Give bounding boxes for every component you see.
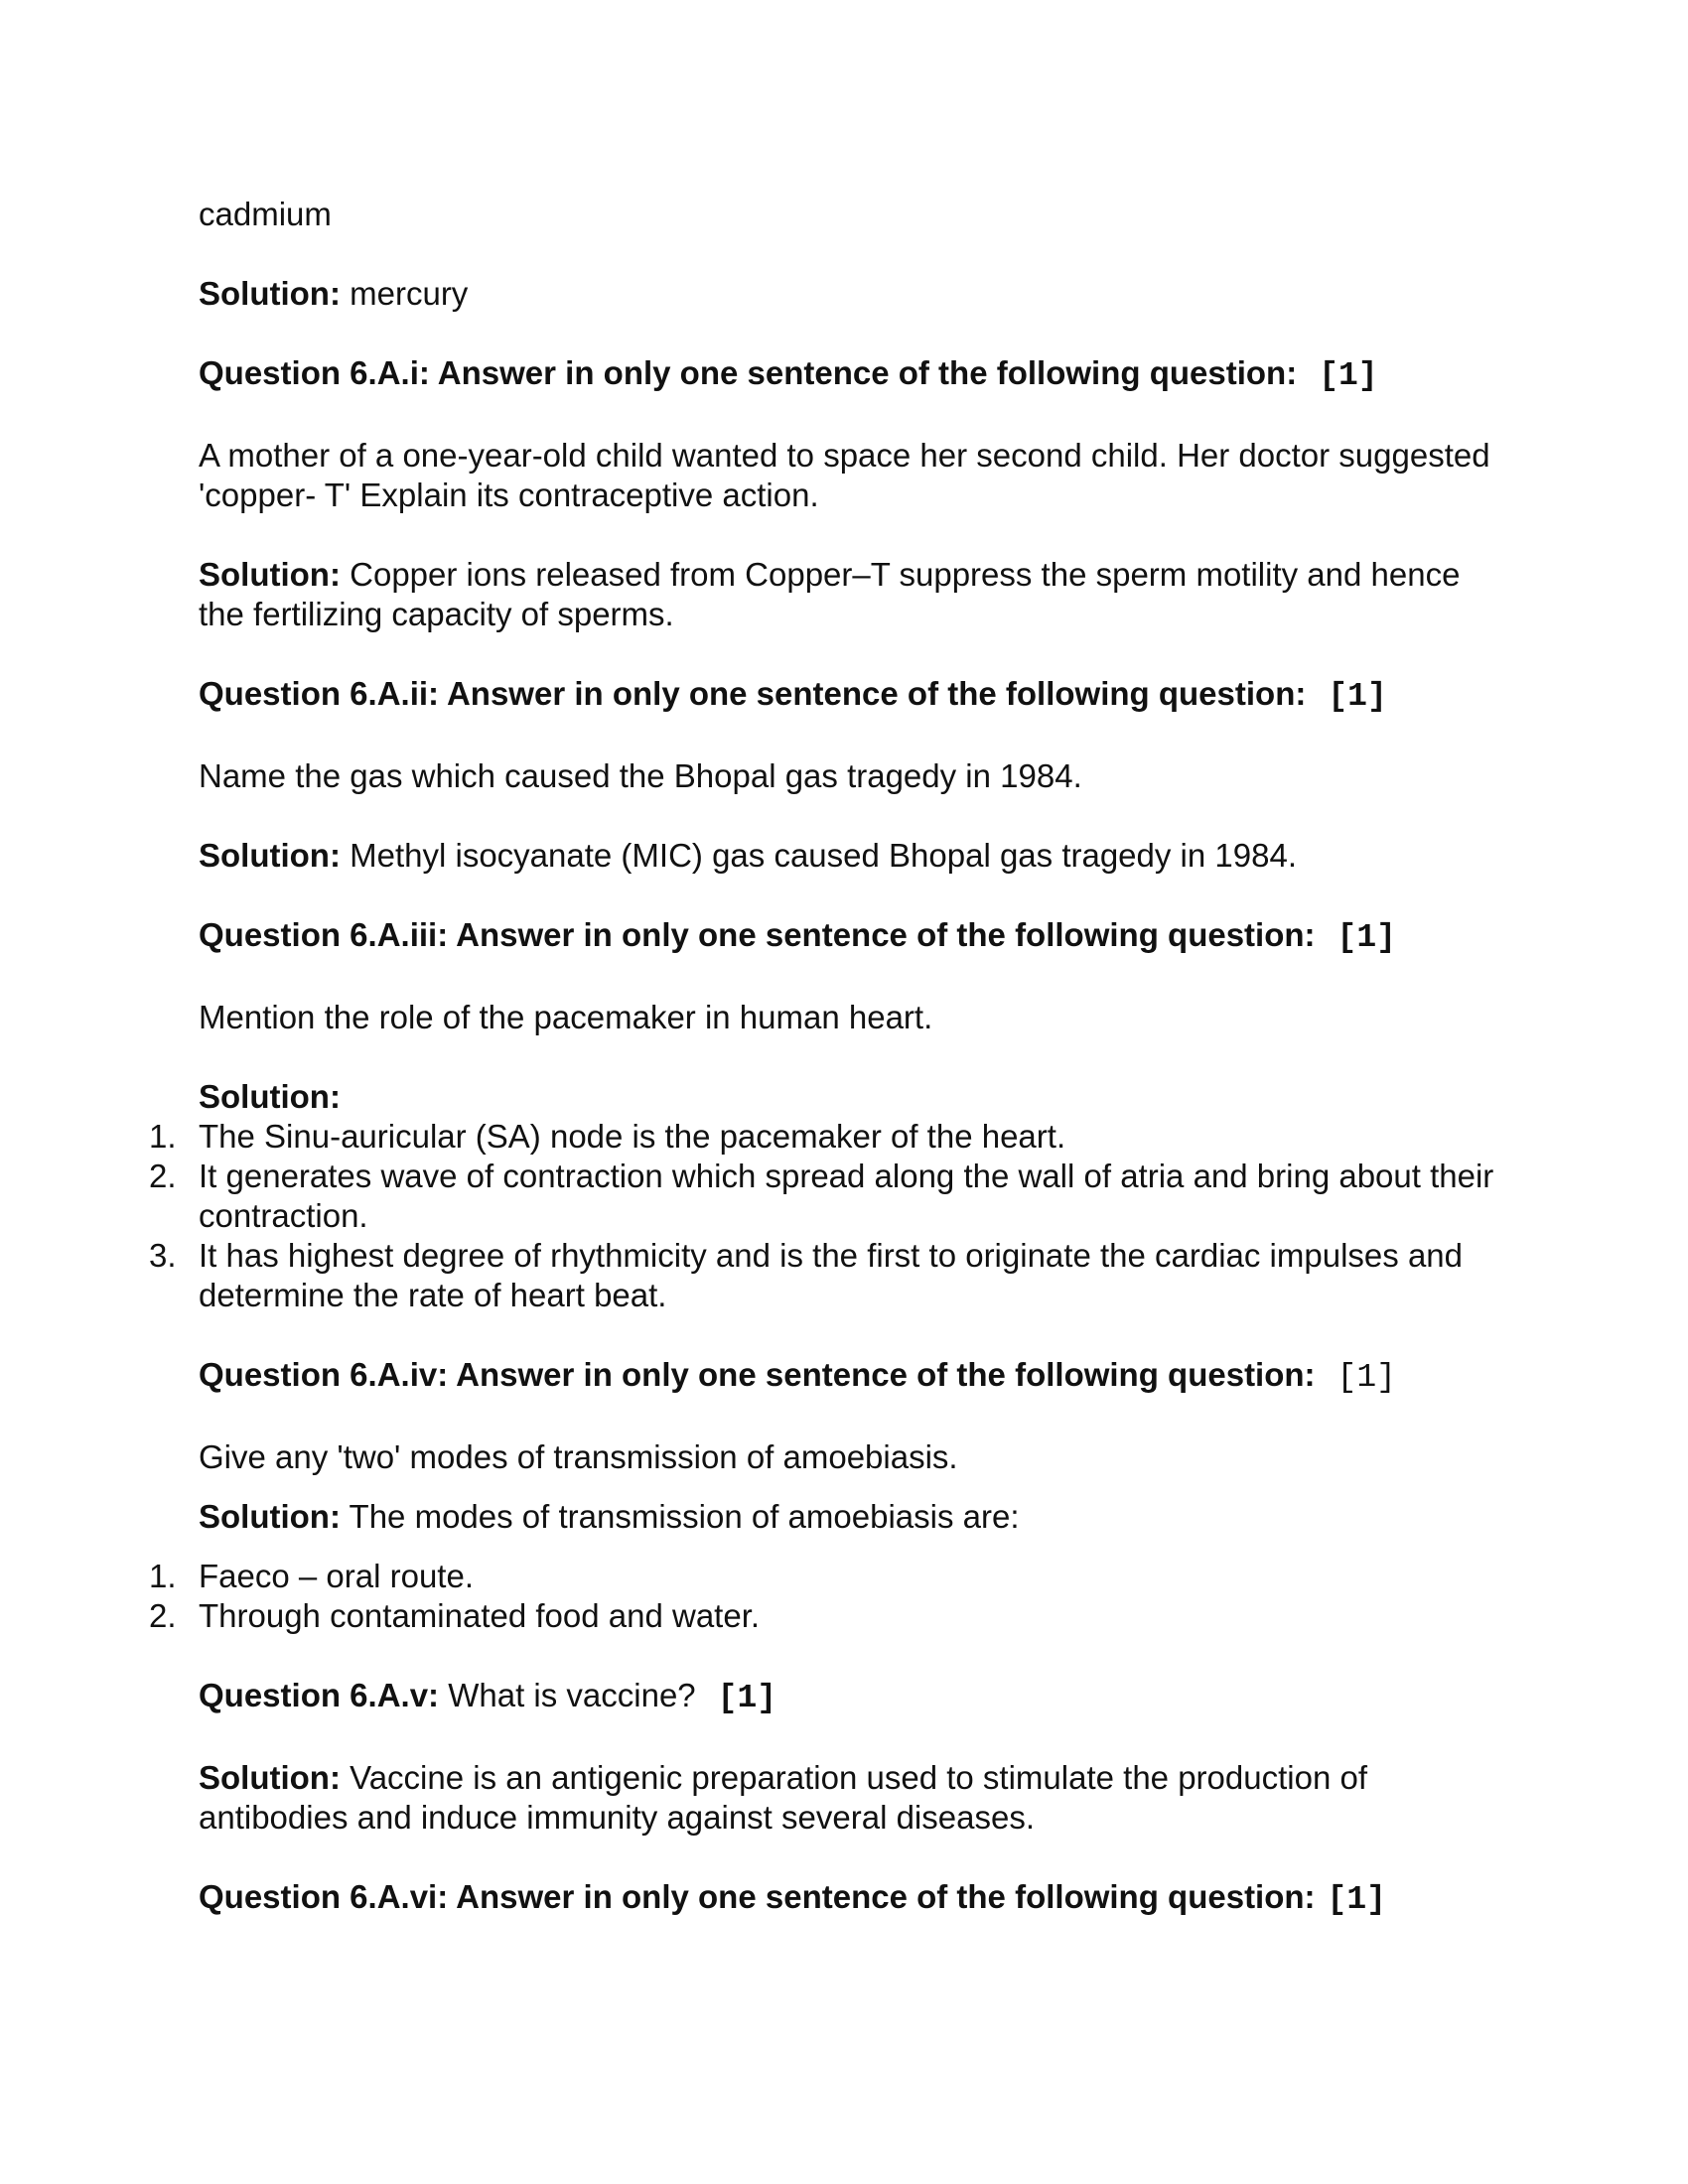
solution-6ai bbox=[199, 555, 1509, 634]
list-text: Through contaminated food and water. bbox=[199, 1597, 761, 1634]
option-text: cadmium bbox=[199, 196, 332, 232]
marks-badge: [1] bbox=[1328, 678, 1387, 715]
list-number: 1. bbox=[149, 1558, 177, 1594]
list-text: It generates wave of contraction which spread along the wall of atria and bring about their contraction. bbox=[199, 1158, 1494, 1234]
marks-badge: [1] bbox=[1336, 919, 1396, 956]
solution-6aiv bbox=[199, 1497, 1509, 1537]
question-label: Question 6.A.iii: Answer in only one sentence of the following question: bbox=[199, 916, 1316, 953]
list-number: 1. bbox=[149, 1118, 177, 1155]
question-text-6ai: A mother of a one-year-old child wanted to space her second child. Her doctor suggested 'copper- T' Explain its contraceptive action. bbox=[199, 437, 1490, 513]
solution-text: Copper ions released from Copper–T suppress the sperm motility and hence the fertilizing capacity of sperms. bbox=[199, 556, 1461, 632]
question-label: Question 6.A.vi: Answer in only one sentence of the following question: bbox=[199, 1878, 1316, 1915]
list-item bbox=[149, 1157, 1509, 1236]
marks-badge: [1] bbox=[1319, 357, 1378, 394]
question-heading-6aii bbox=[199, 674, 1509, 717]
question-label: Question 6.A.iv: Answer in only one sentence of the following question: bbox=[199, 1356, 1316, 1393]
list-number: 2. bbox=[149, 1158, 177, 1194]
list-item bbox=[149, 1557, 1509, 1596]
solution-text: Methyl isocyanate (MIC) gas caused Bhopal gas tragedy in 1984. bbox=[340, 837, 1297, 874]
solution-text: mercury bbox=[340, 275, 469, 312]
solution-label: Solution: bbox=[199, 1759, 341, 1796]
list-item bbox=[149, 1236, 1509, 1315]
solution-6aii bbox=[199, 836, 1509, 876]
list-item bbox=[149, 1117, 1509, 1157]
solution-label-6aiii: Solution: bbox=[199, 1078, 341, 1115]
question-text-6aiv: Give any 'two' modes of transmission of amoebiasis. bbox=[199, 1438, 958, 1475]
question-heading-6avi bbox=[199, 1877, 1509, 1920]
question-heading-6av bbox=[199, 1676, 1509, 1718]
solution-label: Solution: bbox=[199, 556, 341, 593]
list-item bbox=[149, 1596, 1509, 1636]
marks-badge: [1] bbox=[1327, 1881, 1386, 1918]
question-label: Question 6.A.i: Answer in only one sentence of the following question: bbox=[199, 354, 1298, 391]
marks-badge: [1] bbox=[717, 1680, 777, 1716]
question-text: What is vaccine? bbox=[439, 1677, 696, 1713]
list-number: 3. bbox=[149, 1237, 177, 1274]
solution-6av bbox=[199, 1758, 1509, 1838]
question-label: Question 6.A.ii: Answer in only one sentence of the following question: bbox=[199, 675, 1307, 712]
marks-badge: [1] bbox=[1336, 1359, 1396, 1396]
list-text: The Sinu-auricular (SA) node is the pacemaker of the heart. bbox=[199, 1118, 1066, 1155]
question-text-6aiii: Mention the role of the pacemaker in human heart. bbox=[199, 999, 933, 1035]
document-content bbox=[149, 195, 1509, 1960]
question-heading-6aiii bbox=[199, 915, 1509, 958]
solution-list-6aiv bbox=[149, 1557, 1509, 1636]
list-text: Faeco – oral route. bbox=[199, 1558, 474, 1594]
solution-list-6aiii bbox=[149, 1117, 1509, 1315]
solution-text: Vaccine is an antigenic preparation used to stimulate the production of antibodies and induce immunity against several diseases. bbox=[199, 1759, 1367, 1836]
solution-label: Solution: bbox=[199, 837, 341, 874]
solution-label: Solution: bbox=[199, 1498, 341, 1535]
question-label: Question 6.A.v: bbox=[199, 1677, 440, 1713]
solution-label: Solution: bbox=[199, 275, 341, 312]
question-text-6aii: Name the gas which caused the Bhopal gas tragedy in 1984. bbox=[199, 757, 1082, 794]
question-heading-6aiv bbox=[199, 1355, 1509, 1398]
solution-text: The modes of transmission of amoebiasis are: bbox=[340, 1498, 1020, 1535]
solution-intro bbox=[199, 274, 1509, 314]
question-heading-6ai bbox=[199, 353, 1509, 396]
list-number: 2. bbox=[149, 1597, 177, 1634]
list-text: It has highest degree of rhythmicity and is the first to originate the cardiac impulses and determine the rate of heart beat. bbox=[199, 1237, 1463, 1313]
